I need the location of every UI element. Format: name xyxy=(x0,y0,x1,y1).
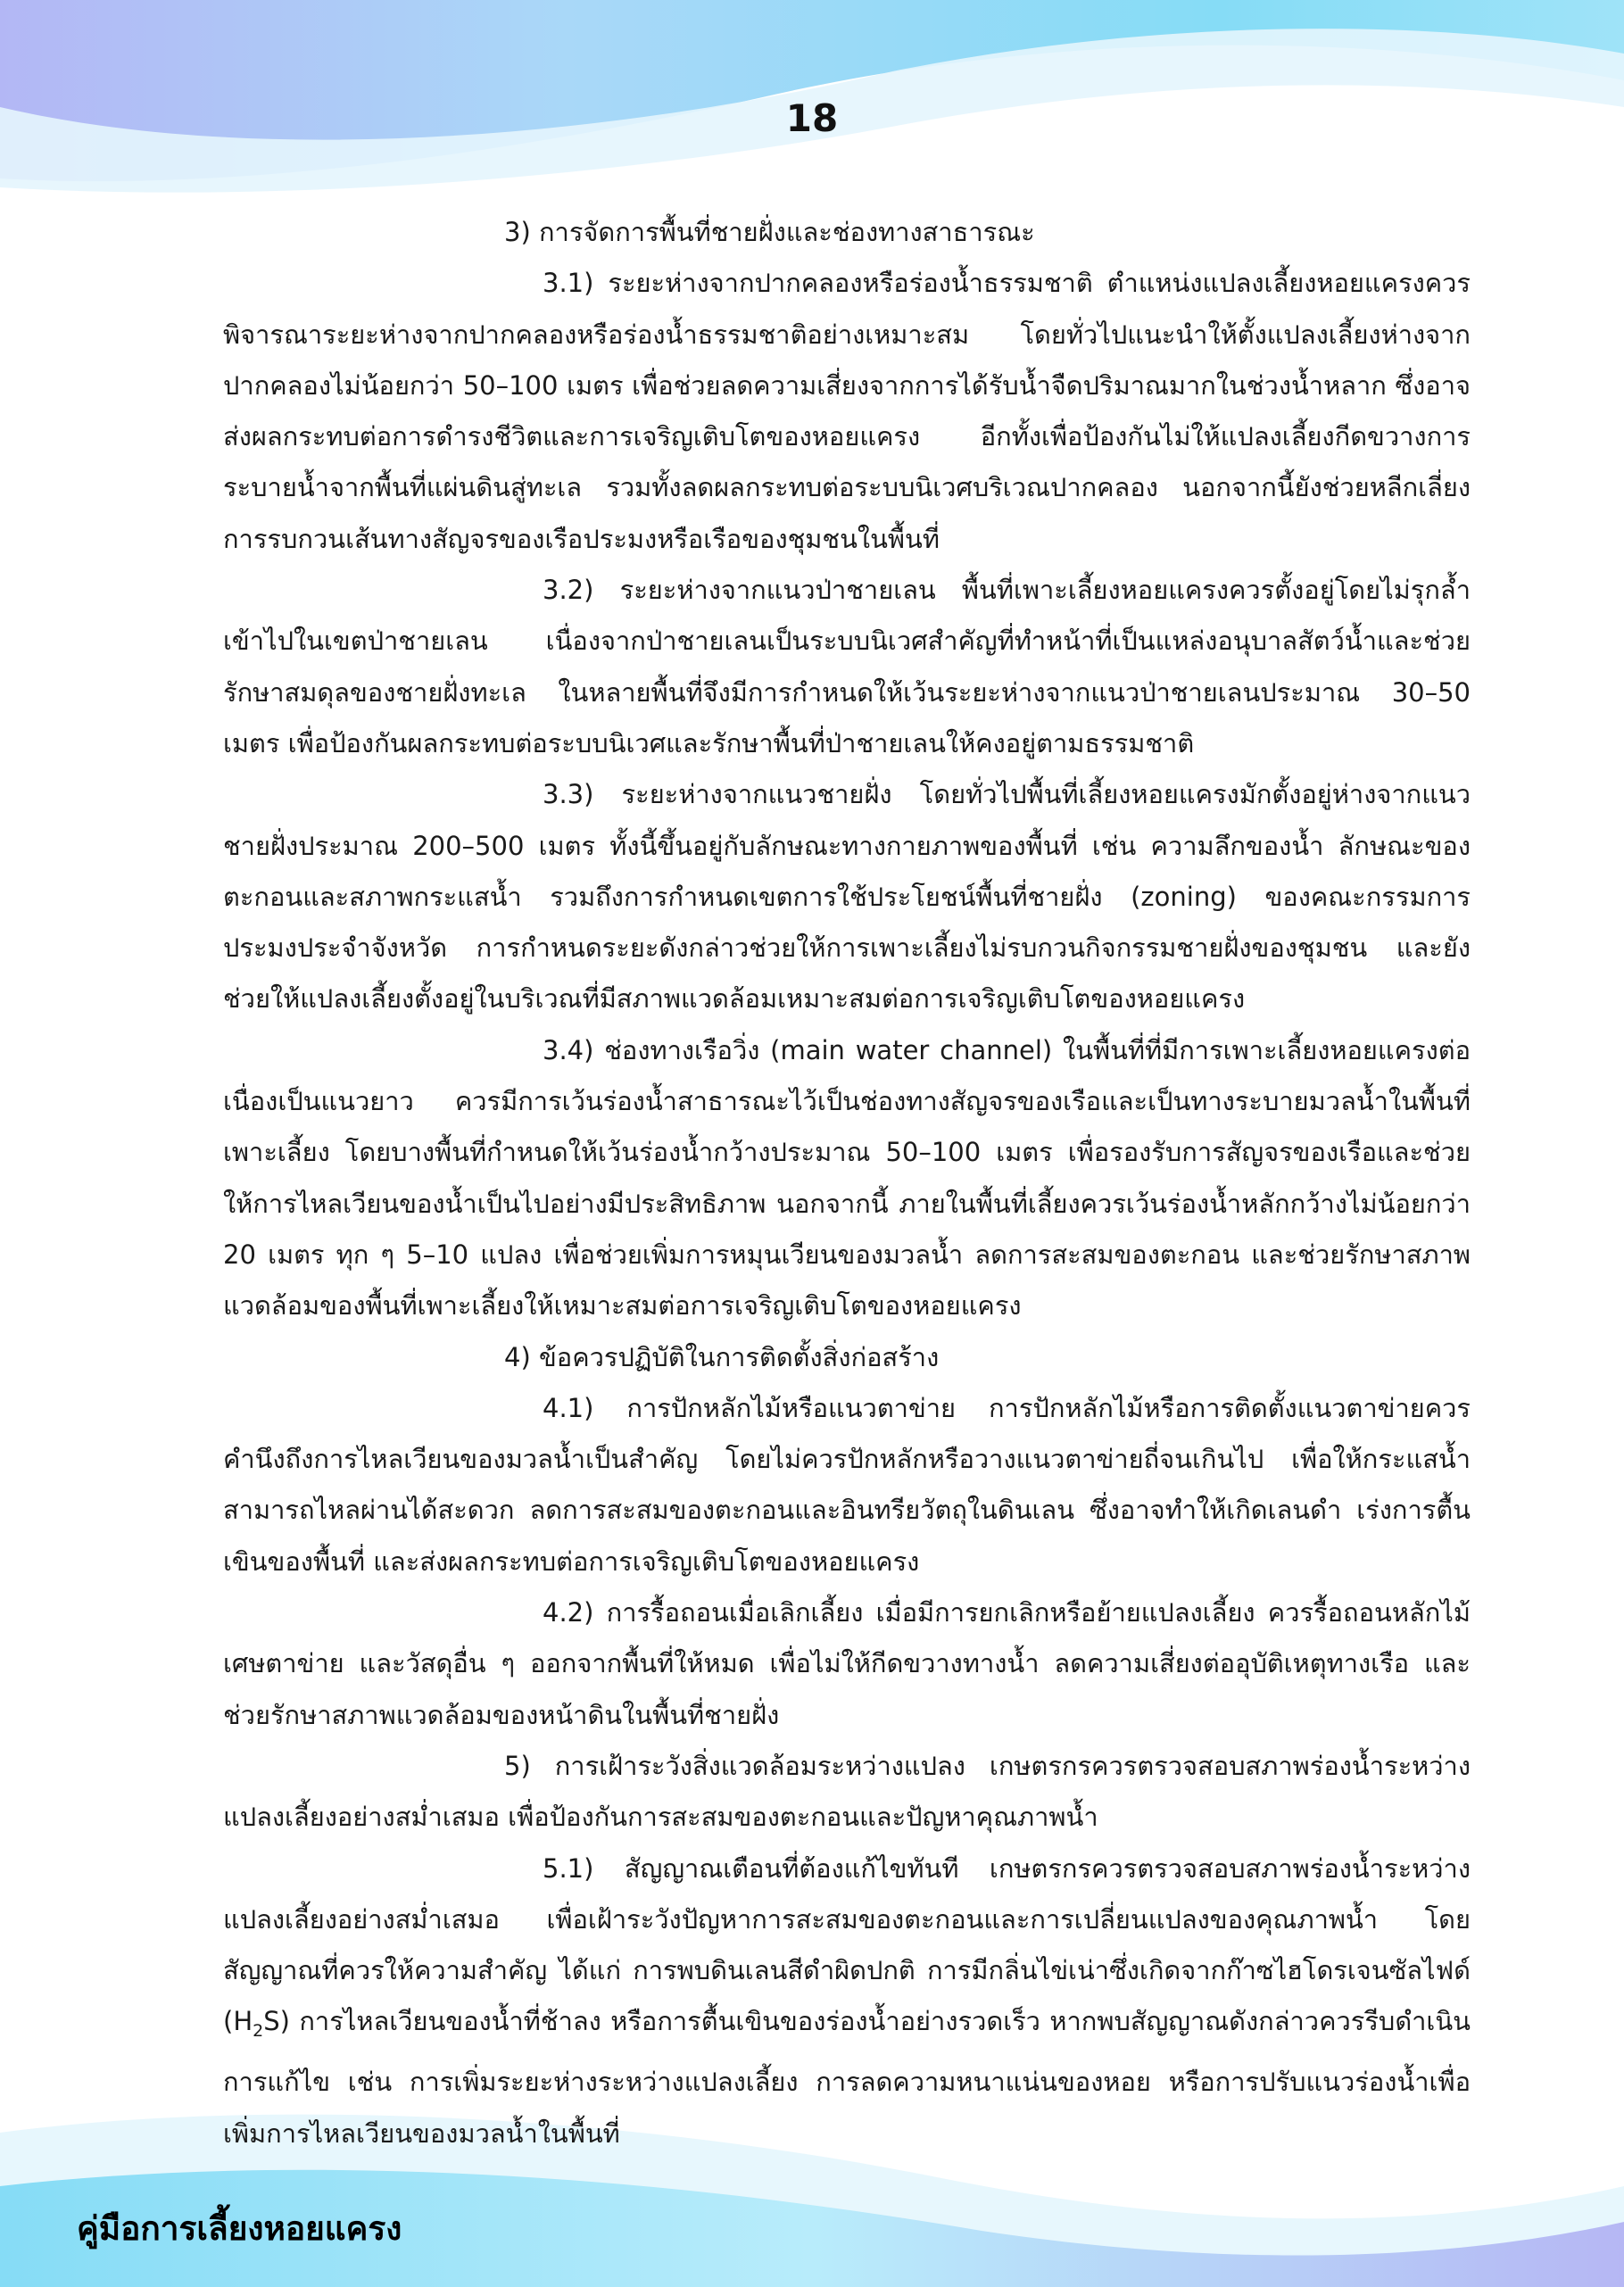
paragraph-5-1-part-a: 5.1) สัญญาณเตือนที่ต้องแก้ไขทันที เกษตรกรควรตรวจสอบสภาพร่องน้ำระหว่างแปลงเลี้ยงอย่างสม่ำเสมอ เพื่อเฝ้าระวังปัญหาการสะสมของตะกอนและการเปลี่ยนแปลงของคุณภาพน้ำ โดยสัญญาณที่ควรให้ความสำคัญ ได้แก่ การพบดินเลนสีดำผิดปกติ การมีกลิ่นไข่เน่าซึ่งเกิดจากก๊าซไฮโดรเจนซัลไฟด์ (H xyxy=(223,1852,1471,2037)
paragraph-5-1-part-b: S) การไหลเวียนของน้ำที่ช้าลง หรือการตื้นเขินของร่องน้ำอย่างรวดเร็ว หากพบสัญญาณดังกล่าวควรรีบดำเนินการแก้ไข เช่น การเพิ่มระยะห่างระหว่างแปลงเลี้ยง การลดความหนาแน่นของหอย หรือการปรับแนวร่องน้ำเพื่อเพิ่มการไหลเวียนของมวลน้ำในพื้นที่ xyxy=(223,2006,1471,2149)
footer-book-title: คู่มือการเลี้ยงหอยแครง xyxy=(77,2209,402,2248)
paragraph-3-3: 3.3) ระยะห่างจากแนวชายฝั่ง โดยทั่วไปพื้นที่เลี้ยงหอยแครงมักตั้งอยู่ห่างจากแนวชายฝั่งประมาณ 200–500 เมตร ทั้งนี้ขึ้นอยู่กับลักษณะทางกายภาพของพื้นที่ เช่น ความลึกของน้ำ ลักษณะของตะกอนและสภาพกระแสน้ำ รวมถึงการกำหนดเขตการใช้ประโยชน์พื้นที่ชายฝั่ง (zoning) ของคณะกรรมการประมงประจำจังหวัด การกำหนดระยะดังกล่าวช่วยให้การเพาะเลี้ยงไม่รบกวนกิจกรรมชายฝั่งของชุมชน และยังช่วยให้แปลงเลี้ยงตั้งอยู่ในบริเวณที่มีสภาพแวดล้อมเหมาะสมต่อการเจริญเติบโตของหอยแครง xyxy=(223,779,1471,1015)
paragraph-4-1: 4.1) การปักหลักไม้หรือแนวตาข่าย การปักหลักไม้หรือการติดตั้งแนวตาข่ายควรคำนึงถึงการไหลเวียนของมวลน้ำเป็นสำคัญ โดยไม่ควรปักหลักหรือวางแนวตาข่ายถี่จนเกินไป เพื่อให้กระแสน้ำสามารถไหลผ่านได้สะดวก ลดการสะสมของตะกอนและอินทรียวัตถุในดินเลน ซึ่งอาจทำให้เกิดเลนดำ เร่งการตื้นเขินของพื้นที่ และส่งผลกระทบต่อการเจริญเติบโตของหอยแครง xyxy=(223,1392,1471,1577)
section-heading-3: 3) การจัดการพื้นที่ชายฝั่งและช่องทางสาธารณะ xyxy=(504,217,1035,247)
paragraph-5: 5) การเฝ้าระวังสิ่งแวดล้อมระหว่างแปลง เกษตรกรควรตรวจสอบสภาพร่องน้ำระหว่างแปลงเลี้ยงอย่างสม่ำเสมอ เพื่อป้องกันการสะสมของตะกอนและปัญหาคุณภาพน้ำ xyxy=(223,1750,1471,1833)
paragraph-3-1: 3.1) ระยะห่างจากปากคลองหรือร่องน้ำธรรมชาติ ตำแหน่งแปลงเลี้ยงหอยแครงควรพิจารณาระยะห่างจากปากคลองหรือร่องน้ำธรรมชาติอย่างเหมาะสม โดยทั่วไปแนะนำให้ตั้งแปลงเลี้ยงห่างจากปากคลองไม่น้อยกว่า 50–100 เมตร เพื่อช่วยลดความเสี่ยงจากการได้รับน้ำจืดปริมาณมากในช่วงน้ำหลาก ซึ่งอาจส่งผลกระทบต่อการดำรงชีวิตและการเจริญเติบโตของหอยแครง อีกทั้งเพื่อป้องกันไม่ให้แปลงเลี้ยงกีดขวางการระบายน้ำจากพื้นที่แผ่นดินสู่ทะเล รวมทั้งลดผลกระทบต่อระบบนิเวศบริเวณปากคลอง นอกจากนี้ยังช่วยหลีกเลี่ยงการรบกวนเส้นทางสัญจรของเรือประมงหรือเรือของชุมชนในพื้นที่ xyxy=(223,268,1471,554)
paragraph-3-4: 3.4) ช่องทางเรือวิ่ง (main water channel) ในพื้นที่ที่มีการเพาะเลี้ยงหอยแครงต่อเนื่องเป็นแนวยาว ควรมีการเว้นร่องน้ำสาธารณะไว้เป็นช่องทางสัญจรของเรือและเป็นทางระบายมวลน้ำในพื้นที่เพาะเลี้ยง โดยบางพื้นที่กำหนดให้เว้นร่องน้ำกว้างประมาณ 50–100 เมตร เพื่อรองรับการสัญจรของเรือและช่วยให้การไหลเวียนของน้ำเป็นไปอย่างมีประสิทธิภาพ นอกจากนี้ ภายในพื้นที่เลี้ยงควรเว้นร่องน้ำหลักกว้างไม่น้อยกว่า 20 เมตร ทุก ๆ 5–10 แปลง เพื่อช่วยเพิ่มการหมุนเวียนของมวลน้ำ ลดการสะสมของตะกอน และช่วยรักษาสภาพแวดล้อมของพื้นที่เพาะเลี้ยงให้เหมาะสมต่อการเจริญเติบโตของหอยแครง xyxy=(223,1034,1471,1322)
paragraph-5-1 xyxy=(223,1844,1471,2160)
paragraph-3-2: 3.2) ระยะห่างจากแนวป่าชายเลน พื้นที่เพาะเลี้ยงหอยแครงควรตั้งอยู่โดยไม่รุกล้ำเข้าไปในเขตป่าชายเลน เนื่องจากป่าชายเลนเป็นระบบนิเวศสำคัญที่ทำหน้าที่เป็นแหล่งอนุบาลสัตว์น้ำและช่วยรักษาสมดุลของชายฝั่งทะเล ในหลายพื้นที่จึงมีการกำหนดให้เว้นระยะห่างจากแนวป่าชายเลนประมาณ 30–50 เมตร เพื่อป้องกันผลกระทบต่อระบบนิเวศและรักษาพื้นที่ป่าชายเลนให้คงอยู่ตามธรรมชาติ xyxy=(223,575,1471,758)
paragraph-4-2: 4.2) การรื้อถอนเมื่อเลิกเลี้ยง เมื่อมีการยกเลิกหรือย้ายแปลงเลี้ยง ควรรื้อถอนหลักไม้ เศษตาข่าย และวัสดุอื่น ๆ ออกจากพื้นที่ให้หมด เพื่อไม่ให้กีดขวางทางน้ำ ลดความเสี่ยงต่ออุบัติเหตุทางเรือ และช่วยรักษาสภาพแวดล้อมของหน้าดินในพื้นที่ชายฝั่ง xyxy=(223,1597,1471,1730)
document-body xyxy=(223,207,1471,2159)
section-heading-4: 4) ข้อควรปฏิบัติในการติดตั้งสิ่งก่อสร้าง xyxy=(504,1341,940,1372)
h2s-subscript: 2 xyxy=(253,2021,264,2042)
page-number: 18 xyxy=(785,96,839,140)
